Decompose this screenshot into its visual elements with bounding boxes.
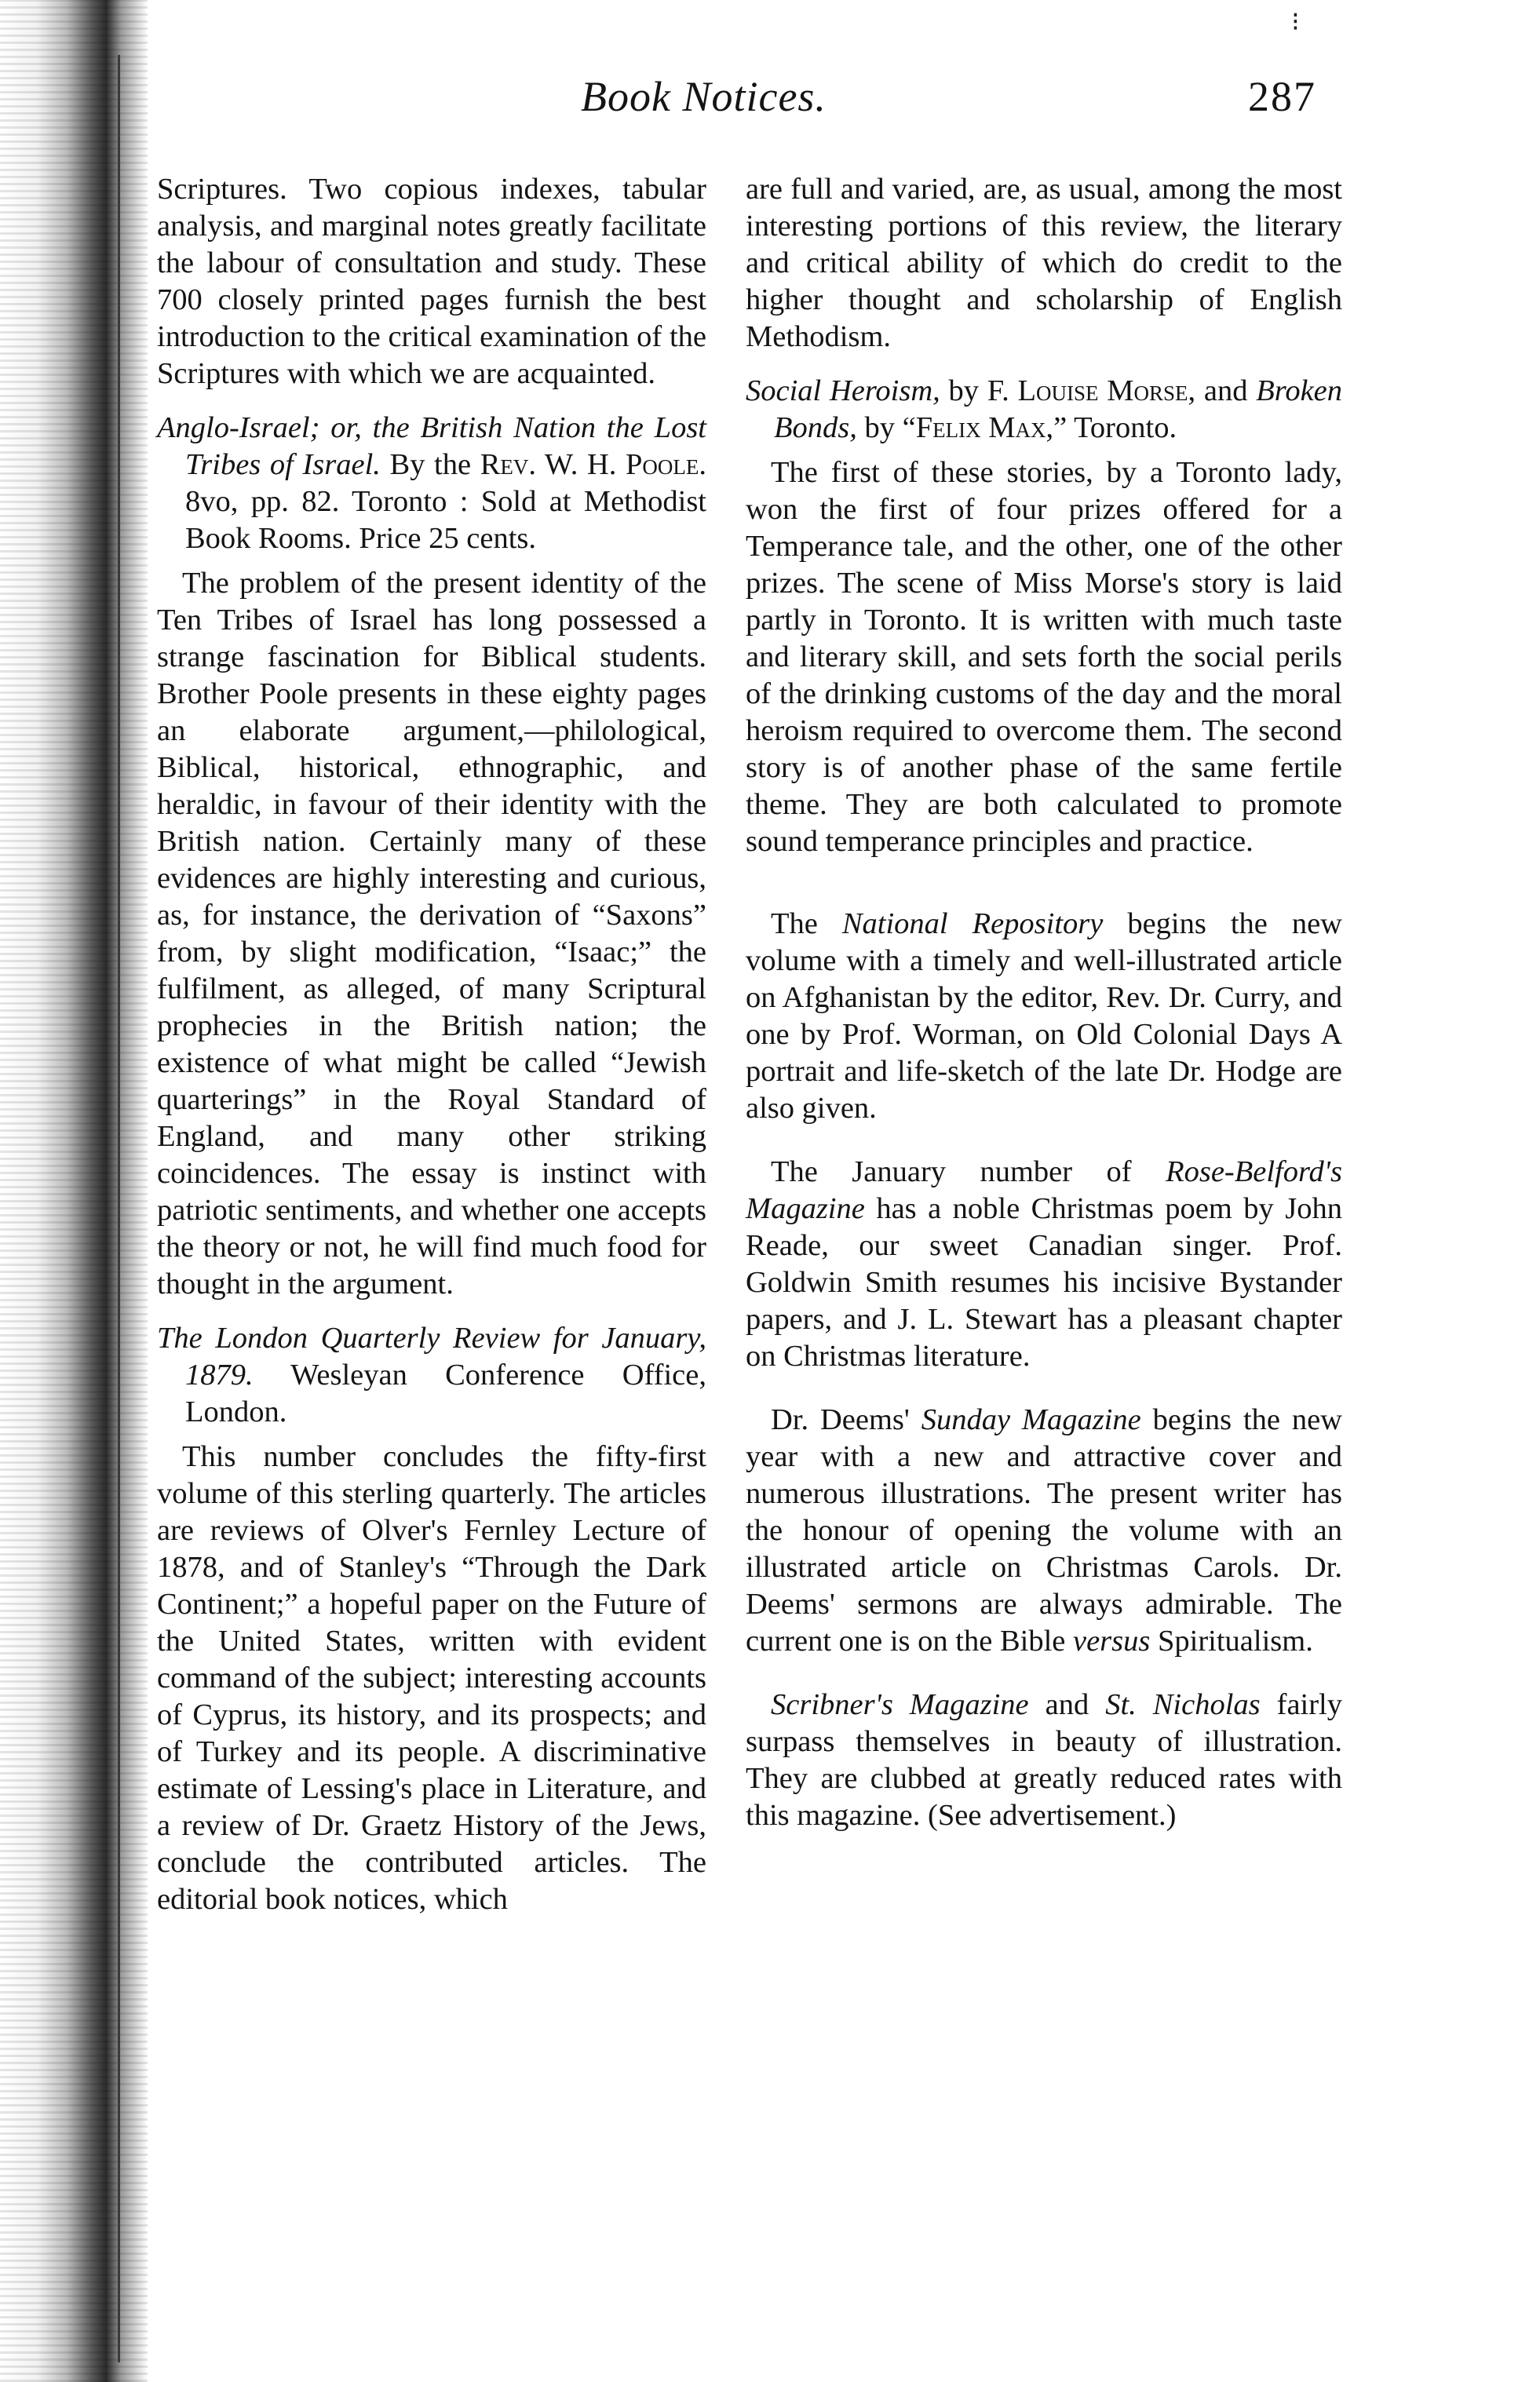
paragraph-text: has a noble Christmas poem by John Reade, our sweet Canadian singer. Prof. Goldwin Smith resumes his incisive Bystander papers, and J. L. Stewart has a pleasant chapter on Christmas literature.	[746, 1192, 1342, 1373]
paragraph-text: The January number of	[771, 1155, 1166, 1188]
book-title: Social Heroism,	[746, 374, 940, 407]
entry-text: by	[940, 374, 987, 407]
paragraph: Scriptures. Two copious indexes, tabular analysis, and marginal notes greatly facilitate the labour of consultation and study. These 700 closely printed pages furnish the best introduction to the critical examination of the Scriptures with which we are acquainted.	[157, 173, 706, 390]
entry-details: . 8vo, pp. 82. Toronto : Sold at Methodist Book Rooms. Price 25 cents.	[185, 448, 707, 555]
magazine-title: Rose-Belford's Magazine	[746, 1155, 1342, 1225]
paragraph-text: begins the new volume with a timely and well-illustrated article on Afghanistan by the editor, Rev. Dr. Curry, and one by Prof. Worman, on Old Colonial Days A portrait and life-sketch of the late Dr. Hodge are also given.	[746, 907, 1342, 1125]
paragraph	[746, 1687, 1342, 1834]
entry-text: by	[856, 411, 903, 444]
paragraph-text: The	[771, 907, 842, 940]
paragraph: The problem of the present identity of the Ten Tribes of Israel has long possessed a strange fascination for Biblical students. Brother Poole presents in these eighty pages an elaborate argument,—philological, Biblical, historical, ethnographic, and heraldic, in favour of their identity with the British nation. Certainly many of these evidences are highly interesting and curious, as, for instance, the derivation of “Saxons” from, by slight modification, “Isaac;” the fulfilment, as alleged, of many Scriptural prophecies in the British nation; the existence of what might be called “Jewish quarterings” in the Royal Standard of England, and many other striking coincidences. The essay is instinct with patriotic sentiments, and whether one accepts the theory or not, he will find much food for thought in the argument.	[157, 567, 706, 1300]
book-title: Anglo-Israel; or, the British Nation the Lost Tribes of Israel.	[157, 411, 706, 481]
column-rule	[118, 55, 120, 2362]
paragraph-text: fairly surpass themselves in beauty of illustration. They are clubbed at greatly reduced rates with this magazine. (See advertisement.)	[746, 1688, 1342, 1832]
book-title: The London Quarterly Review for January, 1879.	[157, 1322, 706, 1392]
right-column	[746, 171, 1342, 1840]
entry-details: Toronto.	[1067, 411, 1177, 444]
running-head	[0, 72, 1540, 135]
magazine-title: Scribner's Magazine	[771, 1688, 1029, 1721]
magazine-title: Sunday Magazine	[921, 1403, 1141, 1436]
paragraph-text: and	[1028, 1688, 1106, 1721]
paragraph: This number concludes the fifty-first volume of this sterling quarterly. The articles are reviews of Olver's Fernley Lecture of 1878, and of Stanley's “Through the Dark Continent;” a hopeful paper on the Future of the United States, written with evident command of the subject; interesting accounts of Cyprus, its history, and its prospects; and of Turkey and its people. A discriminative estimate of Lessing's place in Literature, and a review of Dr. Graetz History of the Jews, conclude the contributed articles. The editorial book notices, which	[157, 1440, 706, 1916]
book-author: Rev. W. H. Poole	[480, 448, 699, 481]
book-author: “Felix Max,”	[902, 411, 1067, 444]
scan-mark: ⁝	[1291, 8, 1300, 37]
page-number: 287	[1248, 73, 1316, 120]
paragraph	[746, 1402, 1342, 1660]
emphasis: versus	[1072, 1625, 1151, 1658]
entry-text: By the	[380, 448, 480, 481]
paragraph-text: Dr. Deems'	[771, 1403, 921, 1436]
book-entry-heading	[157, 1320, 706, 1431]
paragraph	[746, 906, 1342, 1127]
book-author: F. Louise Morse	[987, 374, 1188, 407]
paragraph: The first of these stories, by a Toronto lady, won the first of four prizes offered for a Temperance tale, and the other, one of the other prizes. The scene of Miss Morse's story is laid partly in Toronto. It is written with much taste and literary skill, and sets forth the social perils of the drinking customs of the day and the moral heroism required to overcome them. The second story is of another phase of the same fertile theme. They are both calculated to promote sound temperance principles and practice.	[746, 456, 1342, 858]
paragraph-text: Spiritualism.	[1150, 1625, 1313, 1658]
magazine-title: National Repository	[841, 907, 1104, 940]
book-entry-heading	[157, 410, 706, 557]
paragraph-text: begins the new year with a new and attractive cover and numerous illustrations. The present writer has the honour of opening the volume with an illustrated article on Christmas Carols. Dr. Deems' sermons are always admirable. The current one is on the Bible	[746, 1403, 1342, 1658]
left-column	[157, 171, 706, 1924]
magazine-title: St. Nicholas	[1105, 1688, 1261, 1721]
book-title: Broken Bonds,	[774, 374, 1343, 444]
book-entry-heading	[746, 373, 1342, 447]
page-title: Book Notices.	[581, 73, 827, 120]
entry-details: Wesleyan Conference Office, London.	[185, 1359, 706, 1428]
paragraph	[746, 1154, 1342, 1375]
paragraph: are full and varied, are, as usual, among the most interesting portions of this review, the literary and critical ability of which do credit to the higher thought and scholarship of English Methodism.	[746, 173, 1342, 353]
entry-text: , and	[1188, 374, 1257, 407]
book-binding-shadow	[0, 0, 148, 2382]
